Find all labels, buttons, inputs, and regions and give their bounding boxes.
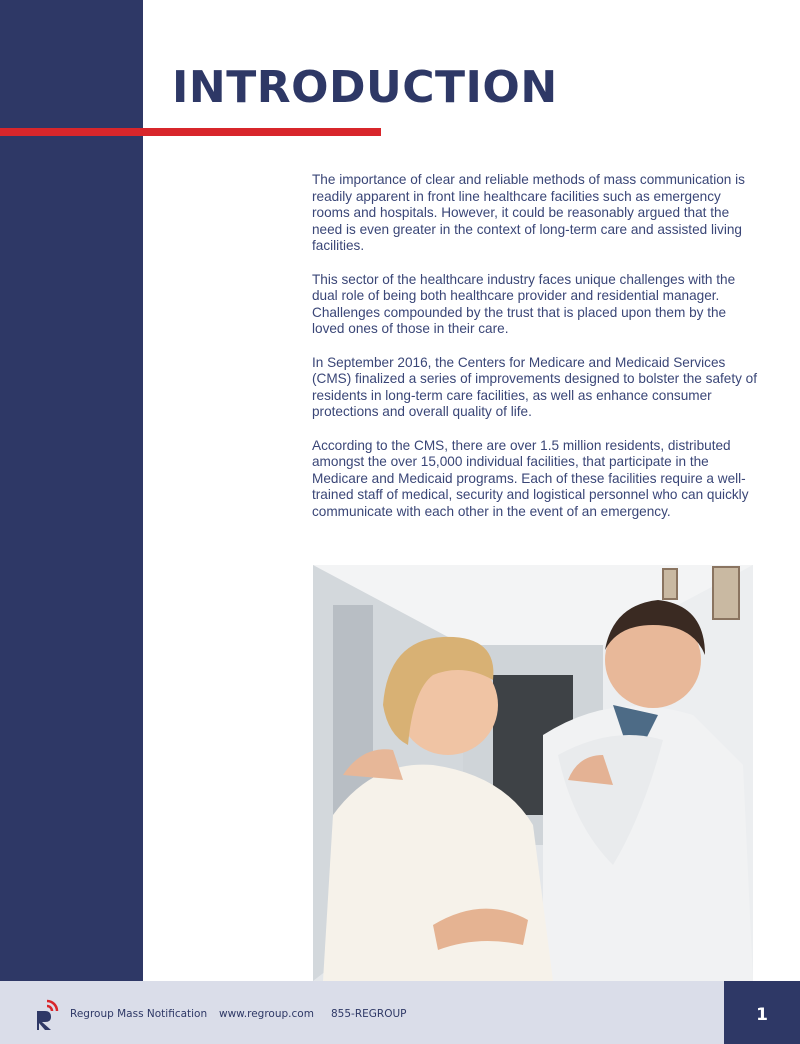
sidebar-band — [0, 0, 143, 981]
paragraph-2: This sector of the healthcare industry faces unique challenges with the dual role of being both healthcare provider and residential manager. Challenges compounded by the trust that is placed upon them by the loved ones of those in their care. — [312, 271, 736, 337]
paragraph-1: The importance of clear and reliable methods of mass communication is readily apparent in front line healthcare facilities such as emergency rooms and hospitals. However, it could be reasonably argued that the need is even greater in the context of long-term care and assisted living facilities. — [312, 172, 745, 254]
regroup-logo-icon — [35, 997, 63, 1031]
footer-brand: Regroup Mass Notification — [70, 1008, 208, 1020]
paragraph-3: In September 2016, the Centers for Medicare and Medicaid Services (CMS) finalized a series of improvements designed to bolster the safety of residents in long-term care facilities, as well as enhance consumer protections and overall quality of life. — [312, 354, 758, 420]
body-text — [312, 172, 760, 537]
page-title: INTRODUCTION — [172, 62, 558, 113]
title-accent-rule — [0, 128, 381, 136]
footer-phone: 855-REGROUP — [331, 1008, 407, 1020]
doctor-patient-photo — [313, 565, 753, 981]
paragraph-4: According to the CMS, there are over 1.5 million residents, distributed amongst the over 15,000 individual facilities, that participate in the Medicare and Medicaid programs. Each of these facilities require a well-trained staff of medical, security and logistical personnel who can quickly communicate with each other in the event of an emergency. — [312, 437, 749, 519]
footer-website-link[interactable]: www.regroup.com — [219, 1008, 314, 1020]
page-number: 1 — [756, 1005, 768, 1025]
